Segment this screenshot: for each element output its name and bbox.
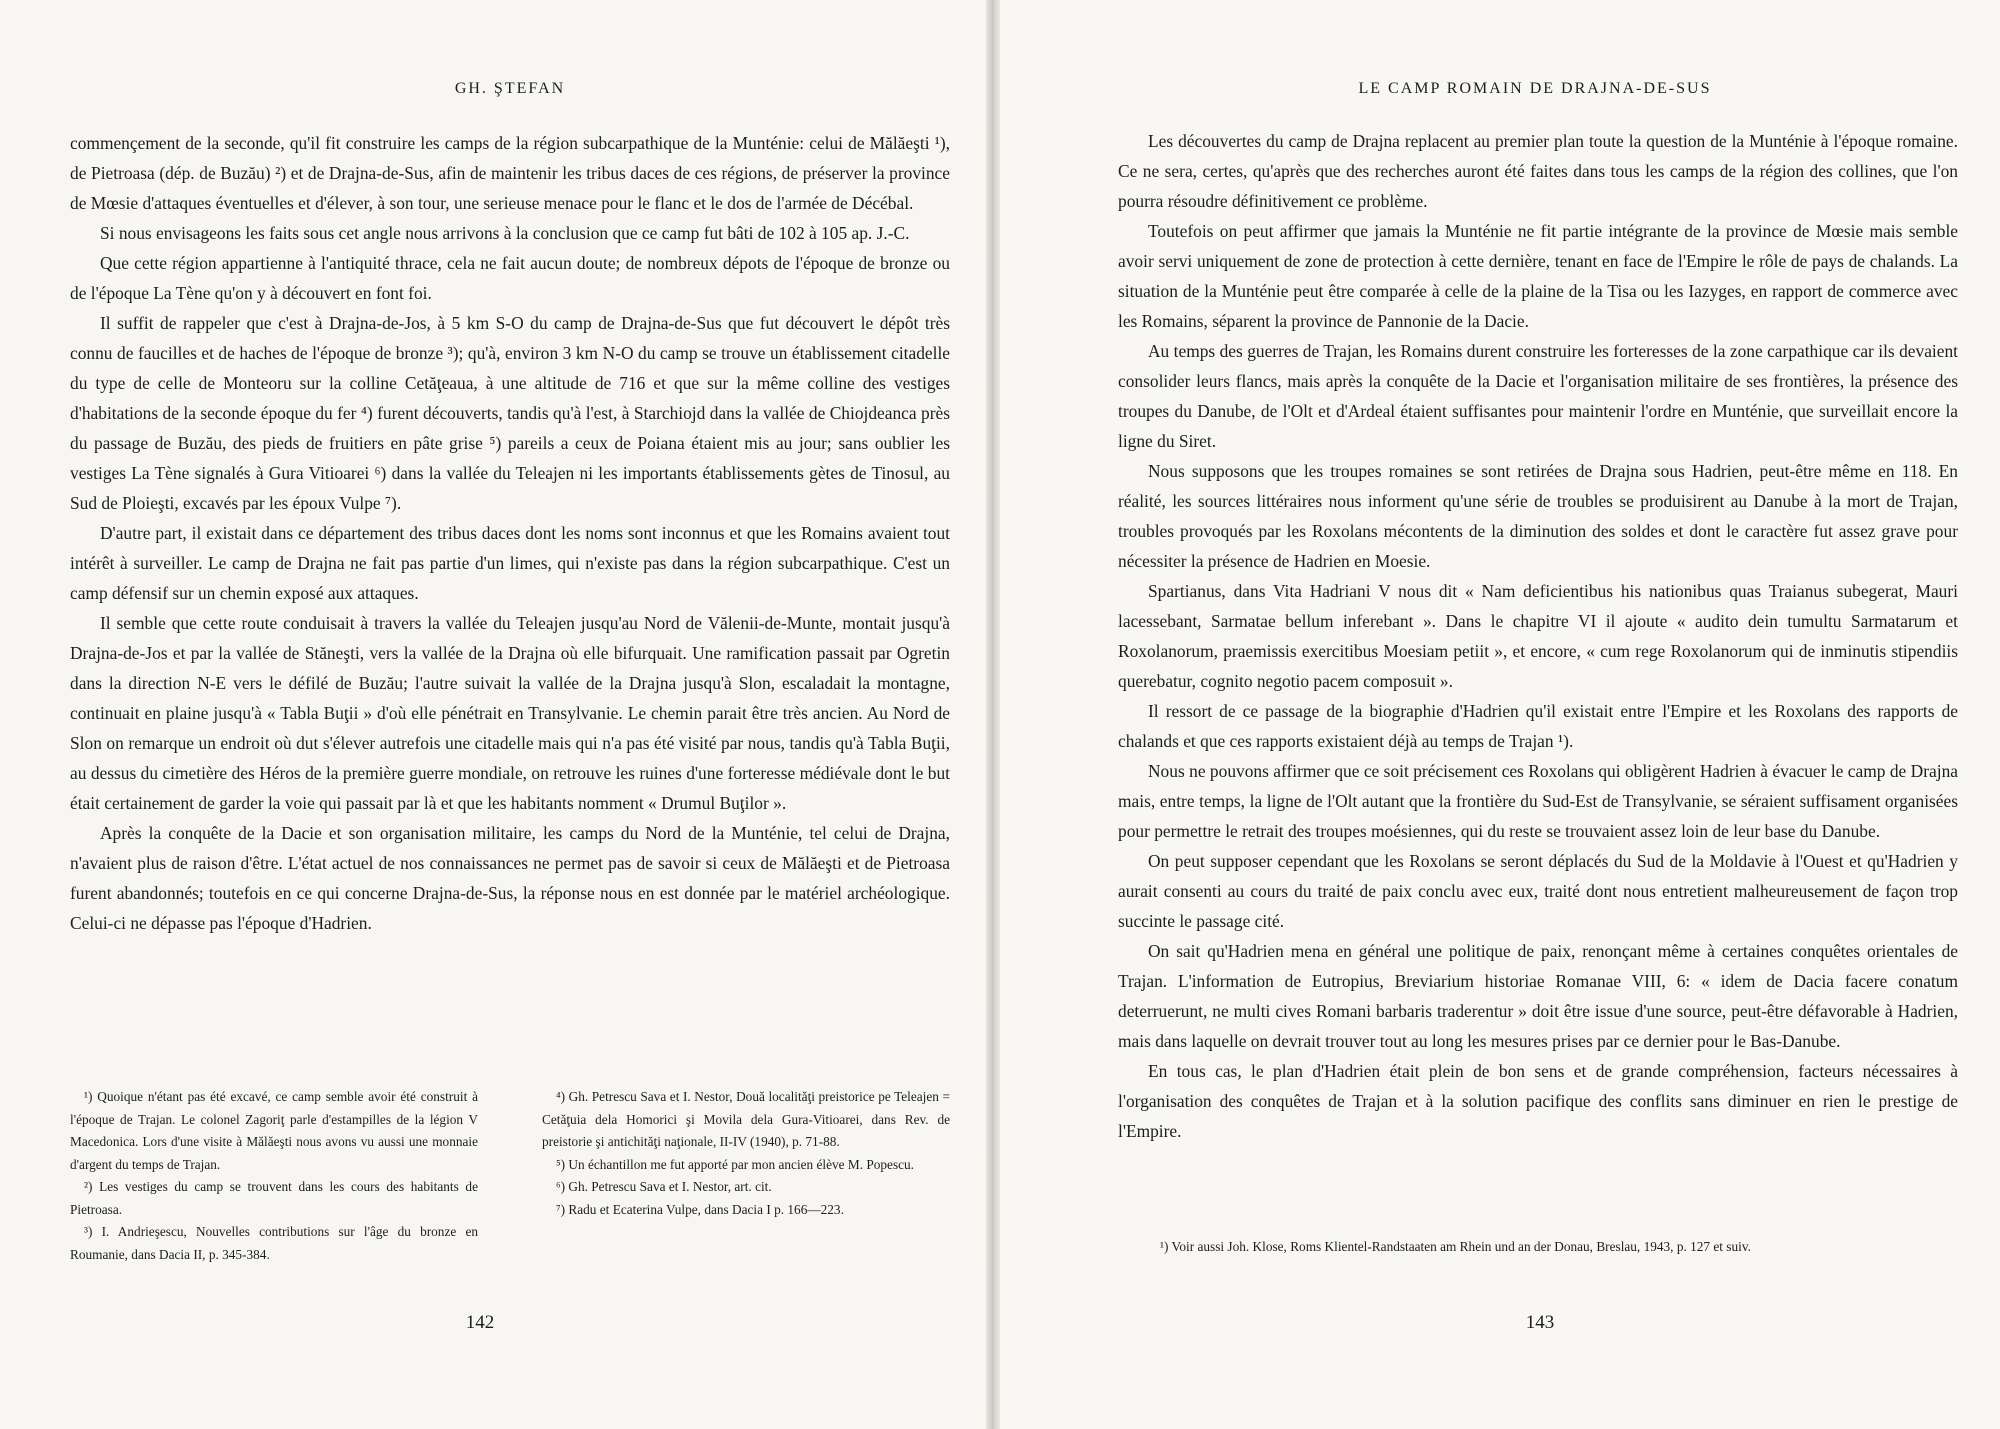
paragraph: On sait qu'Hadrien mena en général une politique de paix, renonçant même à certaines conquêtes orientales de Trajan. L'information de Eutropius, Breviarium historiae Romanae VIII, 6: « idem de Dacia facere conatum deterruerunt, ne multi cives Romani barbaris traderentur » doit être issue d'une source, peut-être défavorable à Hadrien, mais dans laquelle on devrait trouver tout au long les mesures prises par ce dernier pour le Bas-Danube. xyxy=(1118,941,1958,1051)
paragraph: On peut supposer cependant que les Roxolans se seront déplacés du Sud de la Moldavie à l'Ouest et qu'Hadrien y aurait consenti au cours du traité de paix conclu avec eux, traité dont nous entretient malheureusement de façon trop succinte le passage cité. xyxy=(1118,851,1958,931)
left-page xyxy=(0,0,990,1429)
footnote: ⁷) Radu et Ecaterina Vulpe, dans Dacia I p. 166—223. xyxy=(556,1201,844,1217)
footnotes-right xyxy=(1140,1236,1940,1259)
footnotes-left xyxy=(70,1086,950,1266)
running-head-left: GH. ŞTEFAN xyxy=(454,80,566,97)
paragraph: Toutefois on peut affirmer que jamais la Munténie ne fit partie intégrante de la province de Mœsie mais semble avoir servi uniquement de zone de protection à cette dernière, tenant en face de l'Empire le rôle de pays de chalands. La situation de la Munténie peut être comparée à celle de la plaine de la Tisa ou les Iazyges, en rapport de commerce avec les Romains, séparent la province de Pannonie de la Dacie. xyxy=(1118,221,1958,331)
footnote: ⁵) Un échantillon me fut apporté par mon ancien élève M. Popescu. xyxy=(556,1156,914,1172)
footnote-column-2 xyxy=(542,1086,950,1266)
paragraph: Nous supposons que les troupes romaines se sont retirées de Drajna sous Hadrien, peut-être même en 118. En réalité, les sources littéraires nous informent qu'une série de troubles se produisirent au Danube à la mort de Trajan, troubles provoqués par les Roxolans mécontents de la diminution des soldes et dont le caractère fut assez grave pour nécessiter la présence de Hadrien en Moesie. xyxy=(1118,461,1958,571)
footnote: ²) Les vestiges du camp se trouvent dans les cours des habitants de Pietroasa. xyxy=(70,1179,478,1217)
footnote-column-1 xyxy=(70,1086,478,1266)
page-number-right: 143 xyxy=(1525,1312,1555,1333)
body-text-right xyxy=(1118,126,1958,1146)
paragraph: Si nous envisageons les faits sous cet angle nous arrivons à la conclusion que ce camp fut bâti de 102 à 105 ap. J.-C. xyxy=(100,223,910,243)
paragraph: Il ressort de ce passage de la biographie d'Hadrien qu'il existait entre l'Empire et les Roxolans des rapports de chalands et que ces rapports existaient déjà au temps de Trajan ¹). xyxy=(1118,701,1958,751)
right-page xyxy=(1000,0,2000,1429)
running-head-right: LE CAMP ROMAIN DE DRAJNA-DE-SUS xyxy=(1358,80,1712,97)
body-text-left xyxy=(70,128,950,938)
footnote: ⁶) Gh. Petrescu Sava et I. Nestor, art. cit. xyxy=(556,1179,772,1194)
paragraph: En tous cas, le plan d'Hadrien était plein de bon sens et de grande compréhension, facteurs nécessaires à l'organisation des conquêtes de Trajan et à la solution pacifique des conflits sans diminuer en rien le prestige de l'Empire. xyxy=(1118,1061,1958,1141)
paragraph: commençement de la seconde, qu'il fit construire les camps de la région subcarpathique de la Munténie: celui de Mălăeşti ¹), de Pietroasa (dép. de Buzău) ²) et de Drajna-de-Sus, afin de maintenir les tribus daces de ces régions, de préserver la province de Mœsie d'attaques éventuelles et d'élever, à son tour, une serieuse menace pour le flanc et le dos de l'armée de Décébal. xyxy=(70,133,950,213)
page-number-left: 142 xyxy=(465,1312,495,1333)
footnote: ¹) Quoique n'étant pas été excavé, ce camp semble avoir été construit à l'époque de Trajan. Le colonel Zagoriţ parle d'estampilles de la légion V Macedonica. Lors d'une visite à Mălăeşti nous avons vu aussi une monnaie d'argent du temps de Trajan. xyxy=(70,1089,478,1172)
footnote: ¹) Voir aussi Joh. Klose, Roms Klientel-Randstaaten am Rhein und an der Donau, Breslau, 1943, p. 127 et suiv. xyxy=(1160,1239,1751,1254)
paragraph: Au temps des guerres de Trajan, les Romains durent construire les forteresses de la zone carpathique car ils devaient consolider leurs flancs, mais après la conquête de la Dacie et l'organisation militaire de ses frontières, la présence des troupes du Danube, de l'Olt et d'Ardeal étaient suffisantes pour maintenir l'ordre en Munténie, que surveillait encore la ligne du Siret. xyxy=(1118,341,1958,451)
paragraph: D'autre part, il existait dans ce département des tribus daces dont les noms sont inconnus et que les Romains avaient tout intérêt à surveiller. Le camp de Drajna ne fait pas partie d'un limes, qui n'existe pas dans la région subcarpathique. C'est un camp défensif sur un chemin exposé aux attaques. xyxy=(70,523,950,603)
footnote: ³) I. Andrieşescu, Nouvelles contributions sur l'âge du bronze en Roumanie, dans Dacia II, p. 345-384. xyxy=(70,1224,478,1262)
footnote: ⁴) Gh. Petrescu Sava et I. Nestor, Două localităţi preistorice pe Teleajen = Cetăţuia dela Homorici şi Movila dela Gura-Vitioarei, dans Rev. de preistorie şi antichităţi naţionale, II-IV (1940), p. 71-88. xyxy=(542,1089,950,1149)
paragraph: Après la conquête de la Dacie et son organisation militaire, les camps du Nord de la Munténie, tel celui de Drajna, n'avaient plus de raison d'être. L'état actuel de nos connaissances ne permet pas de savoir si ceux de Mălăeşti et de Pietroasa furent abandonnés; toutefois en ce qui concerne Drajna-de-Sus, la réponse nous en est donnée par le matériel archéologique. Celui-ci ne dépasse pas l'époque d'Hadrien. xyxy=(70,823,950,933)
paragraph: Il suffit de rappeler que c'est à Drajna-de-Jos, à 5 km S-O du camp de Drajna-de-Sus que fut découvert le dépôt très connu de faucilles et de haches de l'époque de bronze ³); qu'à, environ 3 km N-O du camp se trouve un établissement citadelle du type de celle de Monteoru sur la colline Cetăţeaua, à une altitude de 716 et que sur la même colline des vestiges d'habitations de la seconde époque du fer ⁴) furent découverts, tandis qu'à l'est, à Starchiojd dans la vallée de Chiojdeanca près du passage de Buzău, des pieds de fruitiers en pâte grise ⁵) pareils a ceux de Poiana étaient mis au jour; sans oublier les vestiges La Tène signalés à Gura Vitioarei ⁶) dans la vallée du Teleajen ni les importants établissements gètes de Tinosul, au Sud de Ploieşti, excavés par les époux Vulpe ⁷). xyxy=(70,313,950,513)
paragraph: Il semble que cette route conduisait à travers la vallée du Teleajen jusqu'au Nord de Vălenii-de-Munte, montait jusqu'à Drajna-de-Jos et par la vallée de Stăneşti, vers la vallée de la Drajna où elle bifurquait. Une ramification passait par Ogretin dans la direction N-E vers le défilé de Buzău; l'autre suivait la vallée de la Drajna jusqu'à Slon, escaladait la montagne, continuait en plaine jusqu'à « Tabla Buţii » d'où elle pénétrait en Transylvanie. Le chemin parait être très ancien. Au Nord de Slon on remarque un endroit où dut s'élever autrefois une citadelle mais qui n'a pas été visité par nous, tandis qu'à Tabla Buţii, au dessus du cimetière des Héros de la première guerre mondiale, on retrouve les ruines d'une forteresse médiévale dont le but était certainement de garder la voie qui passait par là et que les habitants nomment « Drumul Buţilor ». xyxy=(70,613,950,813)
paragraph: Nous ne pouvons affirmer que ce soit précisement ces Roxolans qui obligèrent Hadrien à évacuer le camp de Drajna mais, entre temps, la ligne de l'Olt autant que la frontière du Sud-Est de Transylvanie, se séraient suffisament organisées pour permettre le retrait des troupes moésiennes, qui du reste se trouvaient assez loin de leur base du Danube. xyxy=(1118,761,1958,841)
paragraph: Les découvertes du camp de Drajna replacent au premier plan toute la question de la Munténie à l'époque romaine. Ce ne sera, certes, qu'après que des recherches auront été faites dans tous les camps de la région des collines, que l'on pourra résoudre définitivement ce problème. xyxy=(1118,131,1958,211)
paragraph: Que cette région appartienne à l'antiquité thrace, cela ne fait aucun doute; de nombreux dépots de l'époque de bronze ou de l'époque La Tène qu'on y à découvert en font foi. xyxy=(70,253,950,303)
paragraph: Spartianus, dans Vita Hadriani V nous dit « Nam deficientibus his nationibus quas Traianus subegerat, Mauri lacessebant, Sarmatae bellum inferebant ». Dans le chapitre VI il ajoute « audito dein tumultu Sarmatarum et Roxolanorum, praemissis exercitibus Moesiam petiit », et encore, « cum rege Roxolanorum qui de inminutis stipendiis querebatur, cognito negotio pacem composuit ». xyxy=(1118,581,1958,691)
